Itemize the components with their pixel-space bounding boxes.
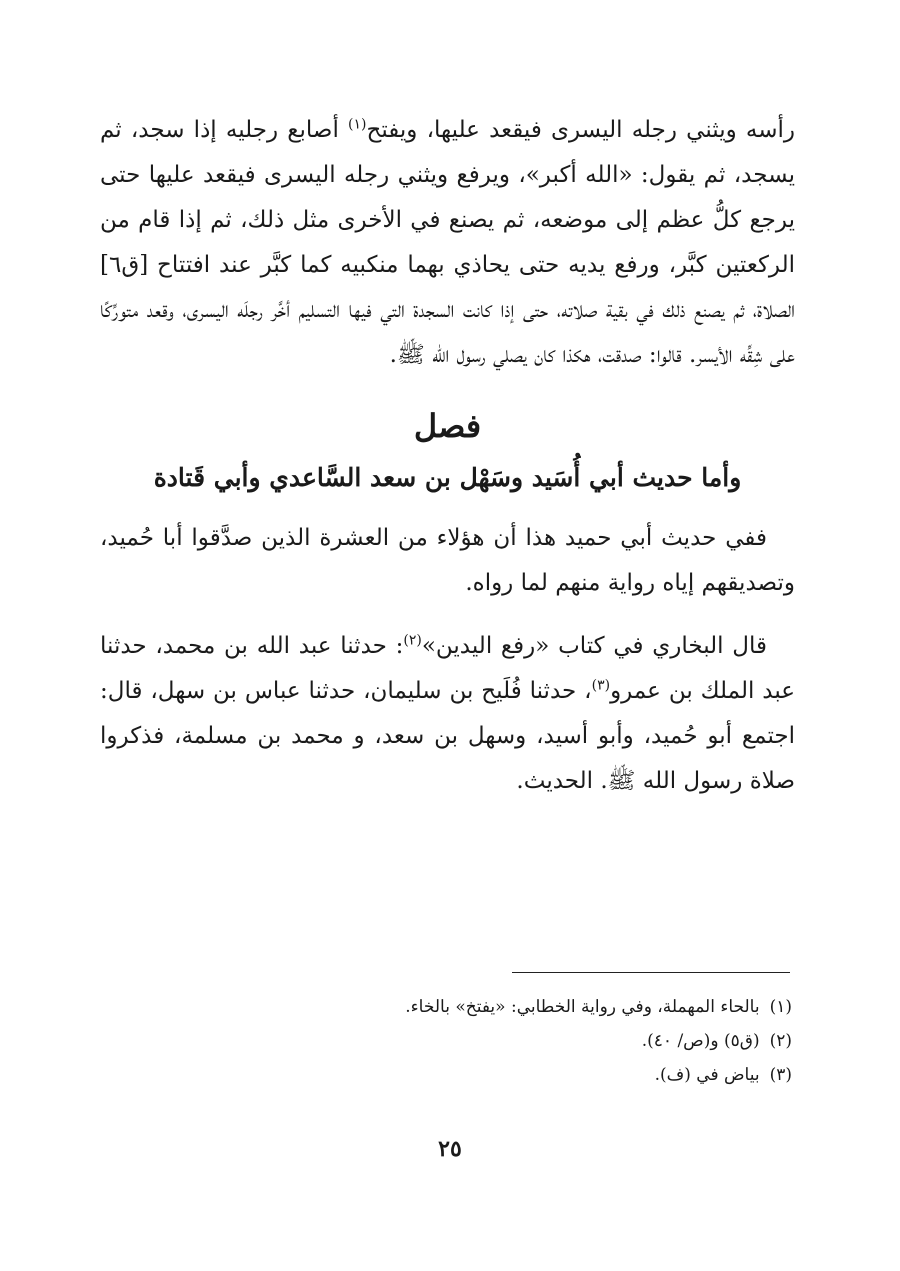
page-number: ٢٥ [438, 1136, 462, 1162]
section-heading: فصل [413, 407, 482, 445]
footnote-number: (١) [769, 997, 792, 1017]
paragraph-1-text-after: أصابع رجليه إذا سجد، ثم يسجد، ثم يقول: «الله أكبر»، ويرفع ويثني رجله اليسرى فيقعد عليها حتى يرجع كلُّ عظم إلى موضعه، ثم يصنع في الأخرى مثل ذلك، ثم إذا قام من الركعتين كبَّر، ورفع يديه حتى يحاذي بهما منكبيه كما كبَّر عند افتتاح [ق٦] الصلاة، ثم يصنع ذلك في بقية صلاته، حتى إذا كانت السجدة التي فيها التسليم أخَّر رجلَه اليسرى، وقعد متورِّكًا على شِقِّه الأيسر. قالوا: صدقت، هكذا كان يصلي رسول الله ﷺ. [100, 117, 795, 368]
footnote-2 [100, 1024, 792, 1058]
footnote-3 [100, 1058, 792, 1092]
footnote-1 [100, 990, 792, 1024]
footnote-number: (٣) [769, 1065, 792, 1085]
paragraph-1-text: رأسه ويثني رجله اليسرى فيقعد عليها، ويفتح [366, 117, 795, 143]
paragraph-3 [100, 624, 795, 804]
footnote-divider [512, 972, 790, 973]
paragraph-1 [100, 108, 795, 378]
footnote-number: (٢) [769, 1031, 792, 1051]
paragraph-3-text-c: ، حدثنا فُلَيح بن سليمان، حدثنا عباس بن سهل، قال: اجتمع أبو حُميد، وأبو أسيد، وسهل بن سعد، و محمد بن مسلمة، فذكروا صلاة رسول الله ﷺ. الحديث. [100, 678, 795, 794]
footnote-text: (ق٥) و(ص/ ٤٠). [641, 1031, 760, 1051]
paragraph-2: ففي حديث أبي حميد هذا أن هؤلاء من العشرة الذين صدَّقوا أبا حُميد، وتصديقهم إياه رواية منهم لما رواه. [100, 525, 795, 596]
footnote-marker-2: (٢) [403, 632, 422, 649]
paragraph-3-text-a: قال البخاري في كتاب «رفع اليدين» [421, 633, 767, 659]
section-subheading: وأما حديث أبي أُسَيد وسَهْل بن سعد السَّاعدي وأبي قَتادة [153, 463, 742, 492]
footnote-text: بالحاء المهملة، وفي رواية الخطابي: «يفتخ» بالخاء. [405, 997, 760, 1017]
page-body [100, 108, 795, 804]
footnote-marker-3: (٣) [591, 677, 611, 694]
paragraph-3-text-b: : حدثنا عبد الله بن محمد، حدثنا عبد الملك بن عمرو [100, 633, 796, 704]
footnotes [100, 990, 792, 1092]
footnote-marker-1: (١) [348, 116, 367, 133]
footnote-text: بياض في (ف). [654, 1065, 760, 1085]
